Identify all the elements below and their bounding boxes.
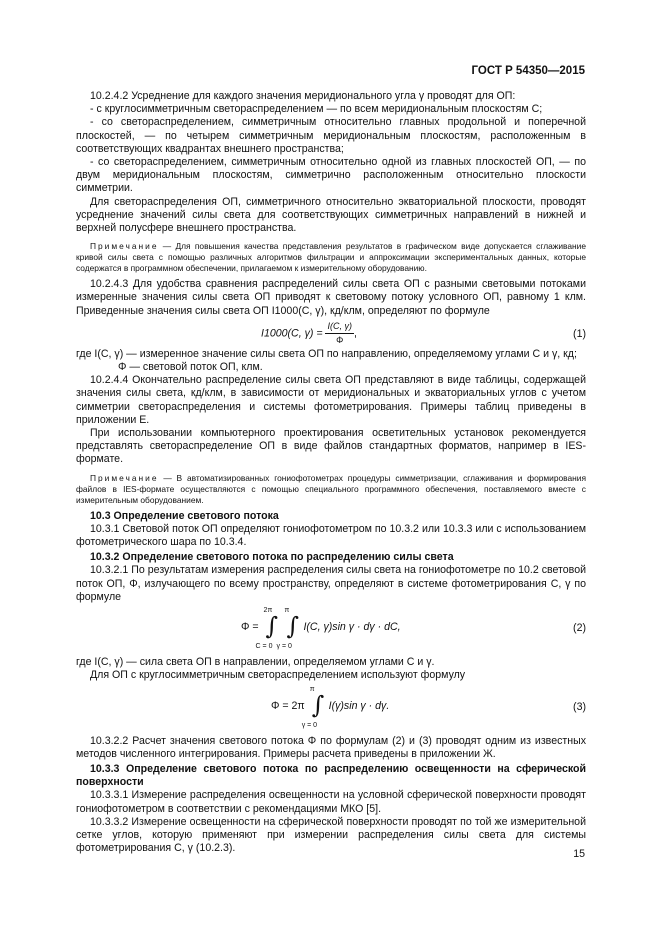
integral-sign: π ∫ γ = 0 (301, 685, 325, 729)
formula-lhs: Φ = (241, 620, 259, 633)
formula-lhs: Φ = 2π (271, 699, 305, 712)
formula-number: (2) (573, 622, 586, 635)
formula-lhs: I1000(C, γ) = (261, 327, 323, 340)
paragraph: Φ — световой поток ОП, клм. (118, 361, 263, 374)
paragraph: где I(C, γ) — сила света ОП в направлении, определяемом углами C и γ. (76, 656, 435, 669)
note-2 (76, 473, 586, 506)
list-item: - со светораспределением, симметричным относительно одной из главных плоскостей ОП, — по двум меридиональным плоскостям, симметрично расположенным относительно плоскости симметрии. (76, 156, 586, 195)
paragraph-10-3-3-2: 10.3.3.2 Измерение освещенности на сферической поверхности проводят по той же измерительной сетке углов, которую применяют при измерении распределения силы света для системы фотометрирования C, γ (10.2.3). (76, 815, 586, 855)
page-number: 15 (573, 848, 585, 860)
standard-id: ГОСТ Р 54350—2015 (471, 65, 585, 77)
formula-number: (3) (573, 700, 586, 713)
paragraph: Для ОП с круглосимметричным светораспределением используют формулу (90, 669, 466, 682)
note-text: — В автоматизированных гониофотометрах процедуры симметризации, сглаживания и формирования файлов в IES-формате осуществляются с помощью специального программного обеспечения, поставляемого вместе с измерительным оборудованием. (76, 472, 586, 505)
list-item: - со светораспределением, симметричным относительно главных продольной и поперечной плоскостей, — по четырем симметричным меридиональным плоскостям, расположенным в соответствующих квадрантах внешнего пространства; (76, 116, 586, 155)
denominator: Φ (336, 335, 344, 346)
paragraph-10-2-4-3: 10.2.4.3 Для удобства сравнения распределений силы света ОП с разными световыми потоками измеренные значения силы света ОП приводят к световому потоку условного ОП, равному 1 клм. Приведенные значения силы света ОП I1000(C, γ), кд/клм, определяют по формуле (76, 278, 586, 317)
formula-3 (76, 683, 586, 735)
note-label: Примечание (90, 241, 159, 252)
paragraph-10-2-4-4: 10.2.4.4 Окончательно распределение силы света ОП представляют в виде таблицы, содержащей значения силы света, кд/клм, в зависимости от меридиональных и экваториальных углов с учетом симметрии светораспределения и системы фотометрирования. Примеры таблиц приведены в приложении Е. (76, 374, 586, 426)
paragraph-10-3-2-2: 10.3.2.2 Расчет значения светового потока Φ по формулам (2) и (3) проводят одним из известных методов численного интегрирования. Примеры расчета приведены в приложении Ж. (76, 734, 586, 760)
paragraph-10-3-2-1: 10.3.2.1 По результатам измерения распределения силы света на гониофотометре по 10.2 световой поток ОП, Φ, излучающего по всему пространству, определяют в системе фотометрирования C, γ по формуле (76, 564, 586, 603)
formula-1 (76, 318, 586, 348)
formula-tail: , (353, 327, 357, 340)
formula-body: I(γ)sin γ · dγ. (328, 699, 390, 712)
paragraph-10-3-3-1: 10.3.3.1 Измерение распределения освещенности на условной сферической поверхности проводят гониофотометром в соответствии с рекомендациями МКО [5]. (76, 789, 586, 815)
paragraph: При использовании компьютерного проектирования осветительных установок рекомендуется представлять светораспределение ОП в виде файлов стандартных форматов, например в IES-формате. (76, 427, 586, 466)
paragraph: Для светораспределения ОП, симметричного относительно экваториальной плоскости, проводят усреднение значений силы света для соответствующих симметричных направлений в нижней и верхней полусфере внешнего пространства. (76, 195, 586, 235)
formula-number: (1) (573, 327, 586, 340)
integral-sign: 2π ∫ C = 0 (255, 607, 279, 651)
section-heading-10-3-3: 10.3.3 Определение светового потока по распределению освещенности на сферической поверхности (76, 762, 586, 789)
section-heading-10-3-2: 10.3.2 Определение светового потока по распределению силы света (90, 551, 454, 564)
page-body (76, 90, 586, 855)
note-text: — Для повышения качества представления результатов в графическом виде допускается сглаживание кривой силы света с помощью различных алгоритмов фильтрации и аппроксимации экспериментальных данных, которые содержатся в программном обеспечении, прилагаемом к измерительному оборудованию. (76, 241, 586, 274)
formula-body: I(C, γ)sin γ · dγ · dC, (303, 620, 401, 633)
paragraph-10-3-1: 10.3.1 Световой поток ОП определяют гониофотометром по 10.3.2 или 10.3.3 или с использованием фотометрического шара по 10.3.4. (76, 522, 586, 549)
paragraph: где I(C, γ) — измеренное значение силы света ОП по направлению, определяемому углами C и γ, кд; (76, 347, 577, 360)
note-1 (76, 241, 586, 274)
list-item: - с круглосимметричным светораспределением — по всем меридиональным плоскостям C; (90, 103, 543, 116)
numerator: I(C, γ) (325, 320, 354, 334)
integral-sign: π ∫ γ = 0 (276, 607, 300, 651)
note-label: Примечание (90, 472, 159, 483)
formula-2 (76, 604, 586, 656)
section-heading-10-3: 10.3 Определение светового потока (90, 509, 279, 522)
paragraph-10-2-4-2: 10.2.4.2 Усреднение для каждого значения меридионального угла γ проводят для ОП: (90, 90, 516, 102)
fraction (325, 320, 354, 347)
